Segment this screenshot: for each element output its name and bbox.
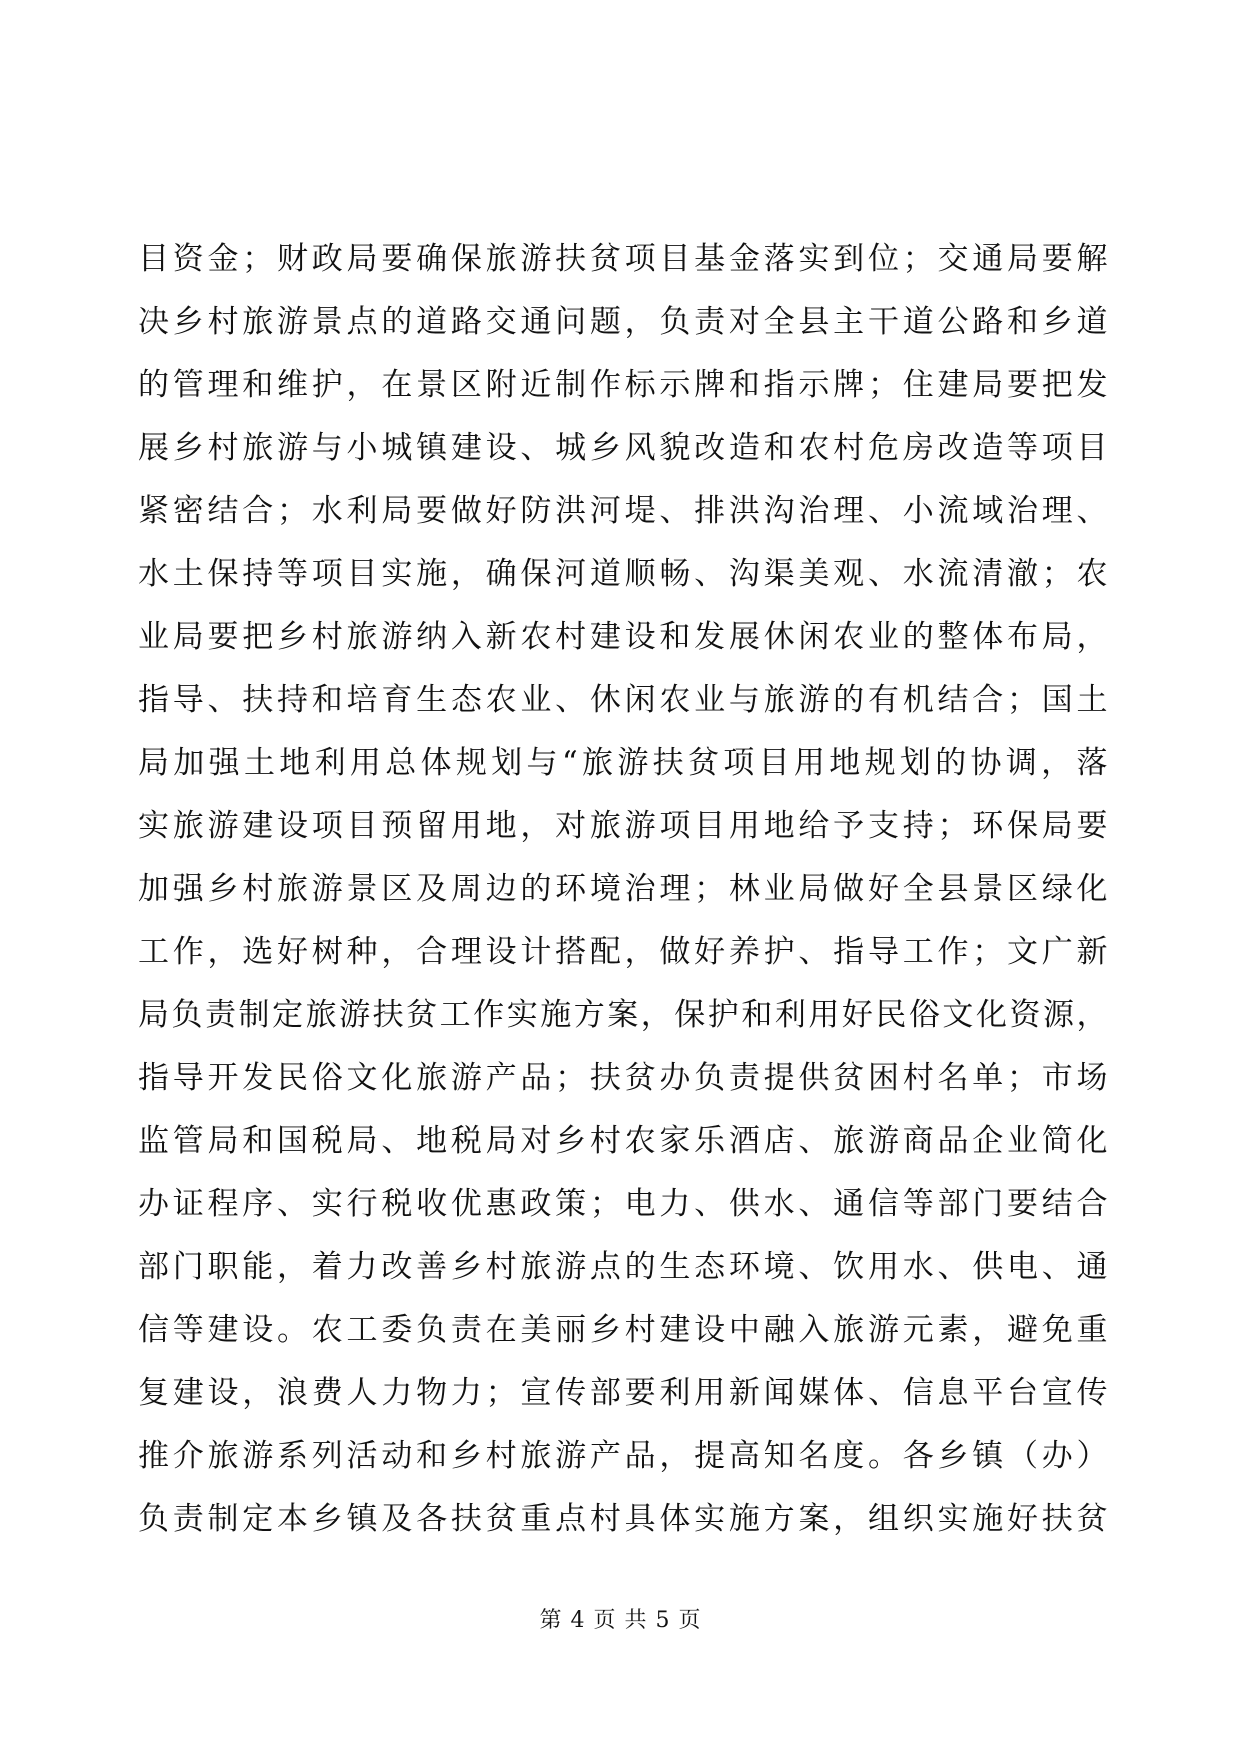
text-line: 办证程序、实行税收优惠政策；电力、供水、通信等部门要结合 <box>138 1186 1108 1222</box>
text-line: 局加强土地利用总体规划与“旅游扶贫项目用地规划的协调，落 <box>138 745 1108 781</box>
text-line: 加强乡村旅游景区及周边的环境治理；林业局做好全县景区绿化 <box>138 871 1108 907</box>
text-line: 指导开发民俗文化旅游产品；扶贫办负责提供贫困村名单；市场 <box>138 1060 1108 1096</box>
text-line: 的管理和维护，在景区附近制作标示牌和指示牌；住建局要把发 <box>138 367 1108 403</box>
text-line: 部门职能，着力改善乡村旅游点的生态环境、饮用水、供电、通 <box>138 1249 1108 1285</box>
text-line: 指导、扶持和培育生态农业、休闲农业与旅游的有机结合；国土 <box>138 682 1108 718</box>
text-line: 目资金；财政局要确保旅游扶贫项目基金落实到位；交通局要解 <box>138 241 1108 277</box>
text-line: 工作，选好树种，合理设计搭配，做好养护、指导工作；文广新 <box>138 934 1108 970</box>
text-line: 紧密结合；水利局要做好防洪河堤、排洪沟治理、小流域治理、 <box>138 493 1108 529</box>
text-line: 水土保持等项目实施，确保河道顺畅、沟渠美观、水流清澈；农 <box>138 556 1108 592</box>
text-line: 实旅游建设项目预留用地，对旅游项目用地给予支持；环保局要 <box>138 808 1108 844</box>
page-number-footer: 第 4 页 共 5 页 <box>539 1608 702 1633</box>
text-line: 决乡村旅游景点的道路交通问题，负责对全县主干道公路和乡道 <box>138 304 1108 340</box>
text-line: 信等建设。农工委负责在美丽乡村建设中融入旅游元素，避免重 <box>138 1312 1108 1348</box>
text-line: 局负责制定旅游扶贫工作实施方案，保护和利用好民俗文化资源， <box>138 997 1108 1033</box>
text-line: 推介旅游系列活动和乡村旅游产品，提高知名度。各乡镇（办） <box>138 1438 1108 1474</box>
text-line: 复建设，浪费人力物力；宣传部要利用新闻媒体、信息平台宣传 <box>138 1375 1108 1411</box>
text-line: 负责制定本乡镇及各扶贫重点村具体实施方案，组织实施好扶贫 <box>138 1501 1108 1537</box>
text-line: 业局要把乡村旅游纳入新农村建设和发展休闲农业的整体布局， <box>138 619 1108 655</box>
body-text <box>138 228 1108 1551</box>
text-line: 监管局和国税局、地税局对乡村农家乐酒店、旅游商品企业简化 <box>138 1123 1108 1159</box>
text-line: 展乡村旅游与小城镇建设、城乡风貌改造和农村危房改造等项目 <box>138 430 1108 466</box>
